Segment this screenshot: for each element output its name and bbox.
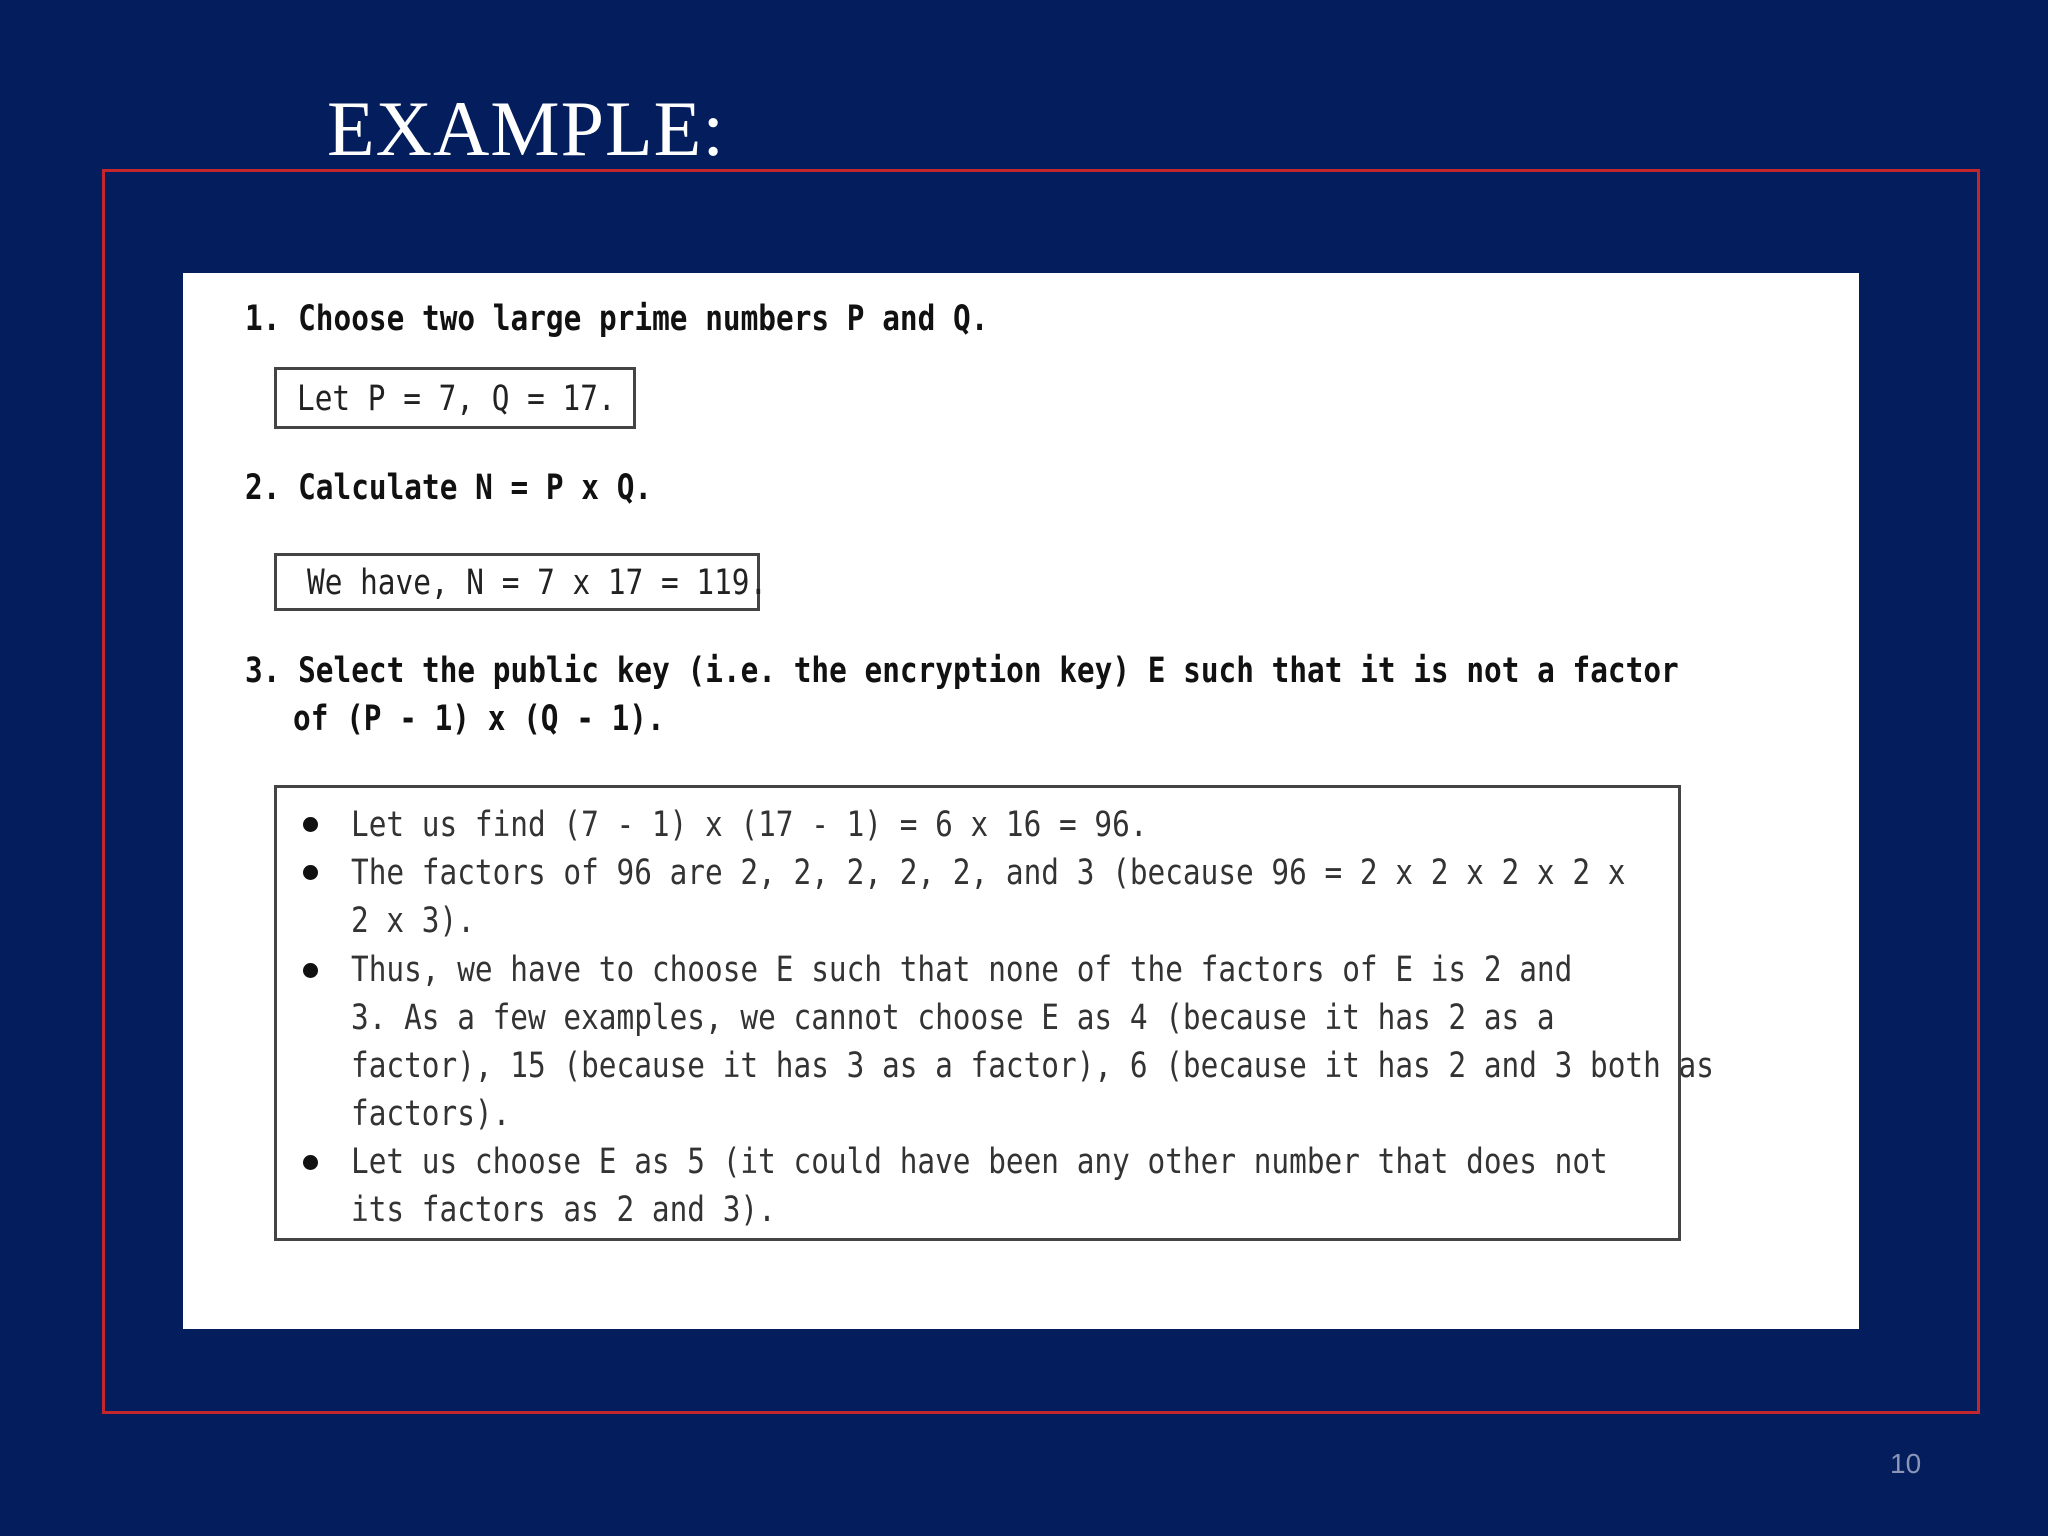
step-1-box-text: Let P = 7, Q = 17. xyxy=(297,379,616,419)
bullet-4-line-2: its factors as 2 and 3). xyxy=(351,1190,776,1230)
scanned-textbook-excerpt xyxy=(183,273,1859,1329)
bullet-3-line-2: 3. As a few examples, we cannot choose E as 4 (because it has 2 as a xyxy=(351,998,1555,1038)
bullet-3-line-1: Thus, we have to choose E such that none of the factors of E is 2 and xyxy=(351,950,1573,990)
page-number: 10 xyxy=(1890,1448,1922,1479)
step-2-box-text: We have, N = 7 x 17 = 119. xyxy=(307,563,768,603)
bullet-1-icon xyxy=(303,817,318,832)
step-2-heading: 2. Calculate N = P x Q. xyxy=(245,468,653,508)
bullet-4-line-1: Let us choose E as 5 (it could have been any other number that does not xyxy=(351,1142,1608,1182)
bullet-4-icon xyxy=(303,1155,318,1170)
step-3-heading-line-1: 3. Select the public key (i.e. the encryption key) E such that it is not a factor xyxy=(245,651,1679,691)
step-3-heading-line-2: of (P - 1) x (Q - 1). xyxy=(293,699,665,739)
bullet-2-line-1: The factors of 96 are 2, 2, 2, 2, 2, and 3 (because 96 = 2 x 2 x 2 x 2 x xyxy=(351,853,1626,893)
step-3-box xyxy=(274,785,1714,1241)
step-1-box xyxy=(274,367,636,429)
bullet-3-icon xyxy=(303,963,318,978)
bullet-3-line-3: factor), 15 (because it has 3 as a factor), 6 (because it has 2 and 3 both as xyxy=(351,1046,1714,1086)
slide-title: EXAMPLE: xyxy=(327,85,725,172)
step-2-box xyxy=(274,553,768,611)
bullet-3-line-4: factors). xyxy=(351,1094,511,1134)
bullet-2-line-2: 2 x 3). xyxy=(351,901,475,941)
bullet-1-line-1: Let us find (7 - 1) x (17 - 1) = 6 x 16 = 96. xyxy=(351,805,1148,845)
step-1-heading: 1. Choose two large prime numbers P and Q. xyxy=(245,299,989,339)
bullet-2-icon xyxy=(303,865,318,880)
